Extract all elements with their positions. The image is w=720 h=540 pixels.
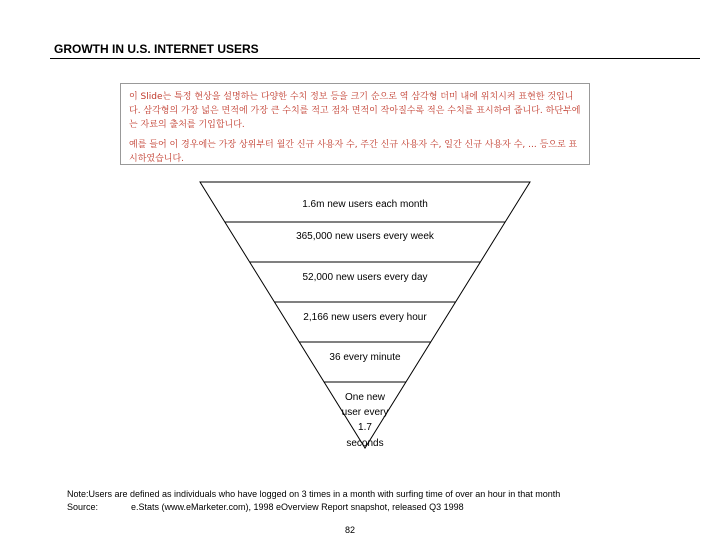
page-number: 82 bbox=[345, 525, 356, 535]
footnote: Note:Users are defined as individuals who have logged on 3 times in a month with surfing time of over an hour in that month bbox=[67, 489, 561, 499]
slide-title: GROWTH IN U.S. INTERNET USERS bbox=[54, 42, 259, 56]
source-label: Source: bbox=[67, 502, 99, 512]
callout-paragraph-1: 이 Slide는 특정 현상을 설명하는 다양한 수치 정보 등을 크기 순으로 역 삼각형 더미 내에 위치시켜 표현한 것입니다. 삼각형의 가장 넓은 면적에 가장 큰 수치를 적고 점차 면적이 작아질수록 적은 수치를 표시하여 줍니다. 하단부에는 자료의 출처를 기입합니다. bbox=[129, 92, 581, 130]
funnel-tip-line-2: user every bbox=[341, 407, 389, 418]
funnel-level-1: 1.6m new users each month bbox=[302, 199, 428, 210]
funnel-level-2: 365,000 new users every week bbox=[296, 231, 434, 242]
callout-paragraph-2: 예를 들어 이 경우에는 가장 상위부터 월간 신규 사용자 수, 주간 신규 사용자 수, 일간 신규 사용자 수, ... 등으로 표시하였습니다. bbox=[129, 140, 578, 164]
funnel-tip-line-4: seconds bbox=[346, 438, 384, 449]
funnel-level-3: 52,000 new users every day bbox=[302, 272, 428, 283]
source-line bbox=[67, 502, 464, 512]
funnel-level-5: 36 every minute bbox=[329, 352, 401, 363]
funnel-level-4: 2,166 new users every hour bbox=[303, 312, 427, 323]
source-text: e.Stats (www.eMarketer.com), 1998 eOverview Report snapshot, released Q3 1998 bbox=[131, 502, 464, 512]
funnel-tip-line-3: 1.7 bbox=[358, 422, 372, 433]
funnel-tip-line-1: One new bbox=[344, 392, 386, 403]
